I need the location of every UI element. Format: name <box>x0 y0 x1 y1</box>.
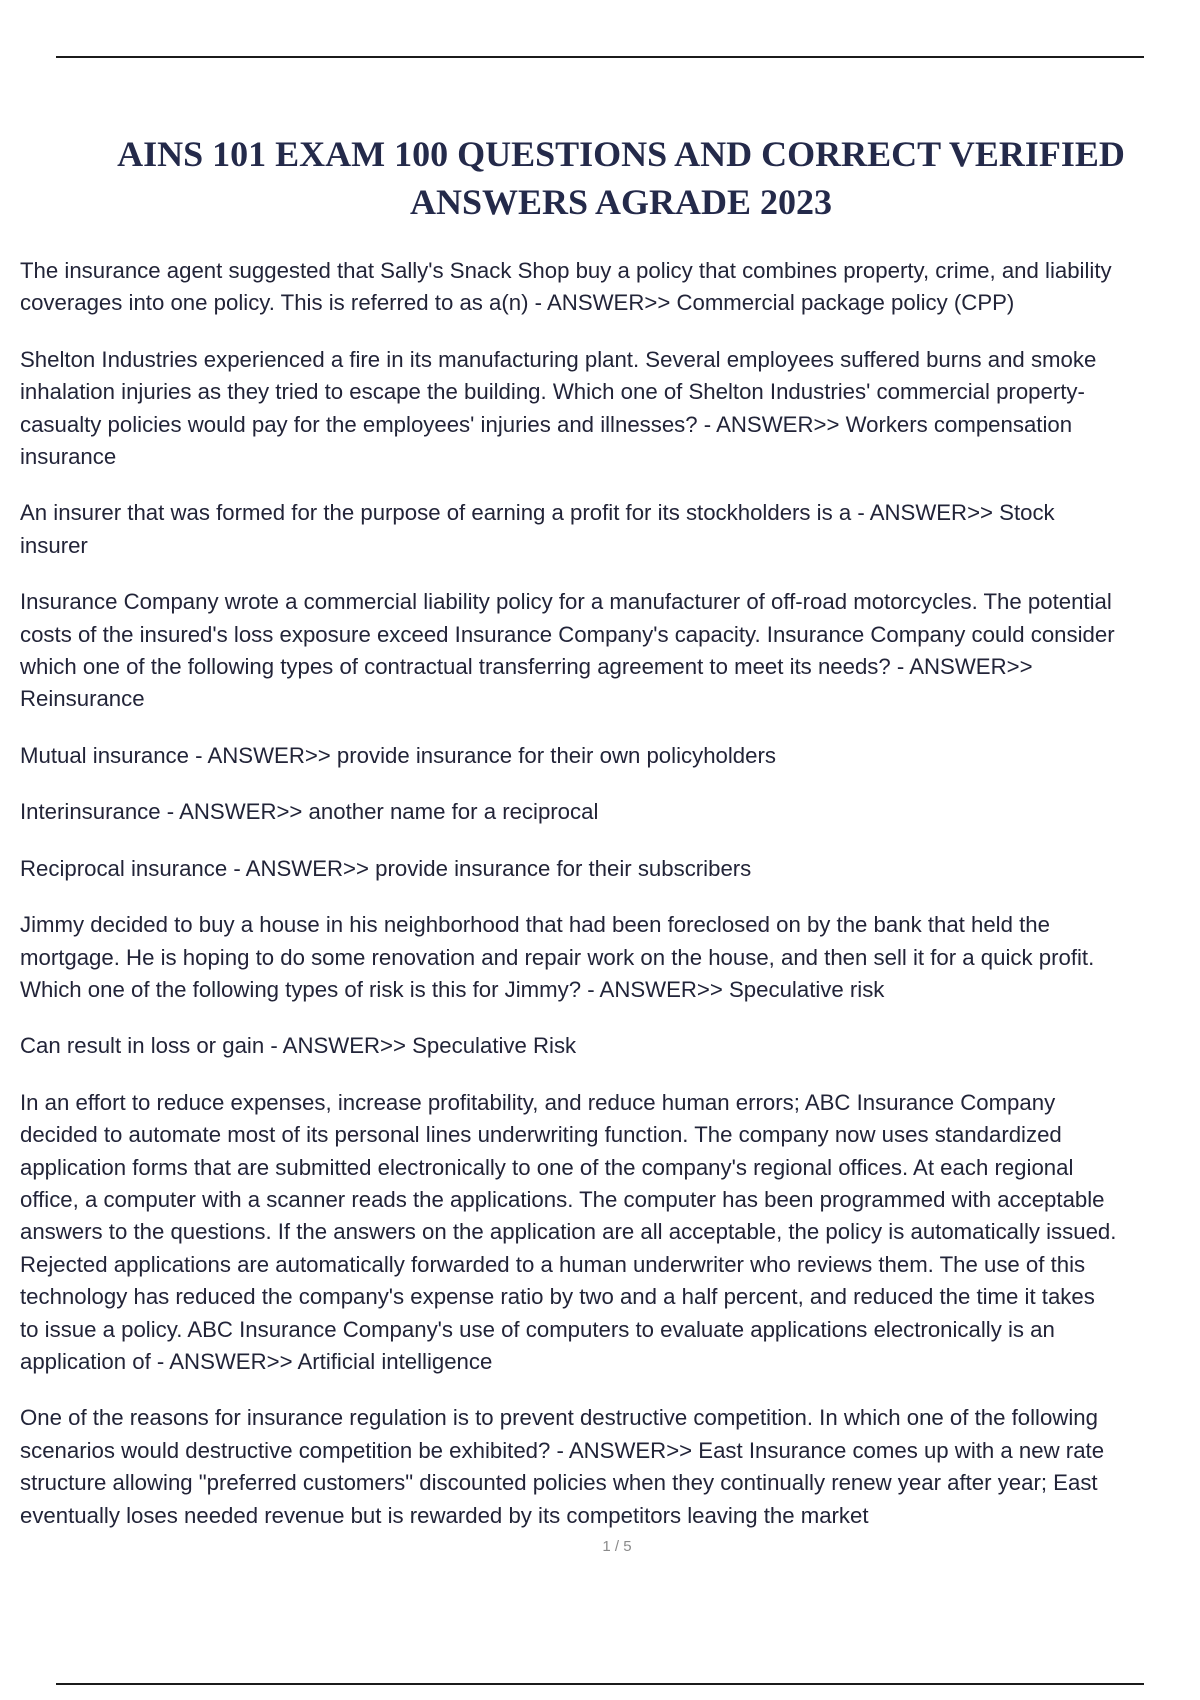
qa-item <box>20 909 1200 1006</box>
qa-item <box>20 344 1200 474</box>
qa-text-line: decided to automate most of its personal lines underwriting function. The company now uses standardized <box>20 1122 1062 1148</box>
qa-text-line: Reciprocal insurance - ANSWER>> provide insurance for their subscribers <box>20 855 752 881</box>
qa-item <box>20 853 1200 885</box>
qa-text-line: mortgage. He is hoping to do some renovation and repair work on the house, and then sell it for a quick profit. <box>20 944 1095 970</box>
qa-text-line: In an effort to reduce expenses, increase profitability, and reduce human errors; ABC Insurance Company <box>20 1089 1056 1115</box>
qa-item <box>20 796 1200 828</box>
qa-item <box>20 1402 1200 1532</box>
qa-text-line: Interinsurance - ANSWER>> another name for a reciprocal <box>20 799 599 825</box>
qa-text-line: costs of the insured's loss exposure exceed Insurance Company's capacity. Insurance Company could consider <box>20 621 1115 647</box>
qa-text-line: office, a computer with a scanner reads the applications. The computer has been programmed with acceptable <box>20 1186 1105 1212</box>
qa-text-line: answers to the questions. If the answers on the application are all acceptable, the policy is automatically issued. <box>20 1219 1117 1245</box>
footer-rule <box>56 1683 1144 1685</box>
qa-text-line: to issue a policy. ABC Insurance Company's use of computers to evaluate applications electronically is an <box>20 1316 1055 1342</box>
qa-text-line: Rejected applications are automatically forwarded to a human underwriter who reviews them. The use of this <box>20 1251 1086 1277</box>
qa-text-line: application forms that are submitted electronically to one of the company's regional offices. At each regional <box>20 1154 1074 1180</box>
qa-text-line: Which one of the following types of risk is this for Jimmy? - ANSWER>> Speculative risk <box>20 976 885 1002</box>
qa-text-line: scenarios would destructive competition be exhibited? - ANSWER>> East Insurance comes up with a new rate <box>20 1437 1105 1463</box>
qa-text-line: The insurance agent suggested that Sally's Snack Shop buy a policy that combines property, crime, and liability <box>20 258 1112 283</box>
qa-text-line: technology has reduced the company's expense ratio by two and a half percent, and reduced the time it takes <box>20 1284 1095 1310</box>
title-line: AINS 101 EXAM 100 QUESTIONS AND CORRECT VERIFIED <box>117 134 1125 174</box>
qa-text-line: Mutual insurance - ANSWER>> provide insurance for their own policyholders <box>20 742 776 768</box>
qa-item <box>20 740 1200 772</box>
qa-text-line: Reinsurance <box>20 686 145 712</box>
qa-text-line: structure allowing "preferred customers" discounted policies when they continually renew year after year; East <box>20 1470 1098 1496</box>
qa-text-line: Can result in loss or gain - ANSWER>> Speculative Risk <box>20 1033 577 1059</box>
qa-text-line: which one of the following types of contractual transferring agreement to meet its needs? - ANSWER>> <box>20 654 1033 680</box>
qa-item <box>20 1087 1200 1379</box>
document-title <box>56 130 1186 226</box>
qa-text-line: inhalation injuries as they tried to escape the building. Which one of Shelton Industries' commercial property- <box>20 379 1085 405</box>
page-number: 1 / 5 <box>602 1538 632 1555</box>
qa-text-line: insurer <box>20 532 88 558</box>
qa-item <box>20 586 1200 716</box>
qa-text-line: Insurance Company wrote a commercial liability policy for a manufacturer of off-road motorcycles. The potential <box>20 589 1112 615</box>
qa-item <box>20 1030 1200 1062</box>
qa-text-line: application of - ANSWER>> Artificial intelligence <box>20 1348 493 1374</box>
title-line: ANSWERS AGRADE 2023 <box>409 182 833 222</box>
qa-text-line: Jimmy decided to buy a house in his neighborhood that had been foreclosed on by the bank that held the <box>20 912 1050 938</box>
qa-item <box>20 497 1200 562</box>
qa-text-line: coverages into one policy. This is referred to as a(n) - ANSWER>> Commercial package policy (CPP) <box>20 290 1015 316</box>
qa-text-line: insurance <box>20 444 117 470</box>
qa-text-line: An insurer that was formed for the purpose of earning a profit for its stockholders is a - ANSWER>> Stock <box>20 500 1055 526</box>
qa-item <box>20 255 1200 320</box>
qa-text-line: One of the reasons for insurance regulation is to prevent destructive competition. In which one of the following <box>20 1405 1098 1431</box>
qa-list <box>20 255 1200 1556</box>
header-rule <box>56 56 1144 58</box>
qa-text-line: Shelton Industries experienced a fire in its manufacturing plant. Several employees suffered burns and smoke <box>20 346 1097 372</box>
qa-text-line: eventually loses needed revenue but is rewarded by its competitors leaving the market <box>20 1502 869 1528</box>
qa-text-line: casualty policies would pay for the employees' injuries and illnesses? - ANSWER>> Workers compensation <box>20 411 1073 437</box>
